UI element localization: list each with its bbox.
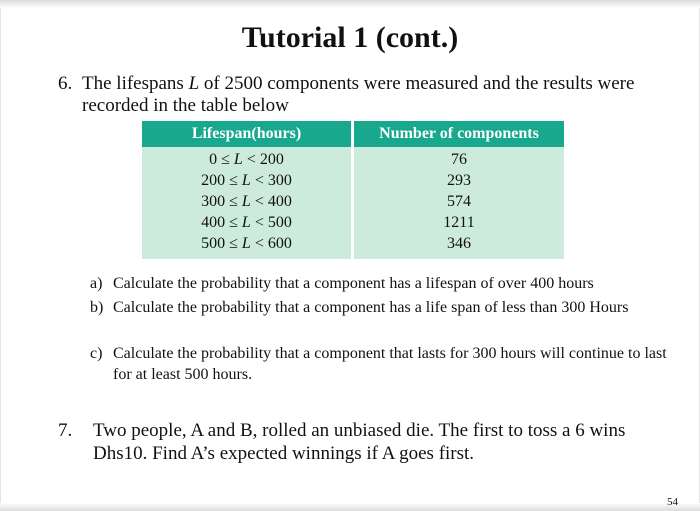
table-cell-count: 293 bbox=[447, 172, 471, 189]
subquestion-a bbox=[90, 273, 680, 294]
question-7-number: 7. bbox=[58, 420, 73, 441]
subquestion-label: a) bbox=[90, 275, 103, 292]
question-6-text-part1: The lifespans bbox=[82, 73, 189, 94]
question-6-text-part2: of 2500 components were measured and the results were recorded in the table below bbox=[82, 73, 635, 116]
table-cell-lifespan: 400 ≤ L < 500 bbox=[201, 214, 292, 231]
lifespan-table bbox=[142, 121, 564, 259]
subquestion-label: c) bbox=[90, 345, 103, 362]
subquestion-label: b) bbox=[90, 299, 104, 316]
bottom-edge-shadow bbox=[0, 503, 700, 511]
table-cell-lifespan: 500 ≤ L < 600 bbox=[201, 235, 292, 252]
slide-title: Tutorial 1 (cont.) bbox=[241, 21, 459, 54]
question-6-text bbox=[82, 73, 658, 117]
page-number: 54 bbox=[667, 496, 678, 508]
table-header-lifespan: Lifespan(hours) bbox=[142, 121, 351, 147]
top-edge-shadow bbox=[0, 0, 700, 8]
question-7 bbox=[58, 419, 658, 465]
table-column-lifespan bbox=[142, 149, 351, 254]
table-header-count: Number of components bbox=[354, 121, 564, 147]
subquestion-text: Calculate the probability that a component has a life span of less than 300 Hours bbox=[113, 299, 629, 316]
subquestion-text: Calculate the probability that a component has a lifespan of over 400 hours bbox=[113, 275, 594, 292]
table-cell-lifespan: 0 ≤ L < 200 bbox=[209, 151, 284, 168]
question-6-variable: L bbox=[188, 73, 200, 94]
table-cell-lifespan: 300 ≤ L < 400 bbox=[201, 193, 292, 210]
question-6 bbox=[58, 73, 658, 117]
subquestion-c bbox=[90, 343, 680, 385]
question-7-text: Two people, A and B, rolled an unbiased die. The first to toss a 6 wins Dhs10. Find A’s expected winnings if A goes first. bbox=[93, 420, 626, 464]
table-cell-count: 574 bbox=[447, 193, 471, 210]
table-cell-lifespan: 200 ≤ L < 300 bbox=[201, 172, 292, 189]
table-cell-count: 1211 bbox=[443, 214, 475, 231]
subquestion-b bbox=[90, 297, 680, 318]
table-cell-count: 346 bbox=[447, 235, 471, 252]
subquestion-text: Calculate the probability that a component that lasts for 300 hours will continue to last for at least 500 hours. bbox=[113, 345, 667, 383]
table-cell-count: 76 bbox=[451, 151, 467, 168]
question-6-number: 6. bbox=[58, 73, 73, 94]
table-column-count bbox=[354, 149, 564, 254]
